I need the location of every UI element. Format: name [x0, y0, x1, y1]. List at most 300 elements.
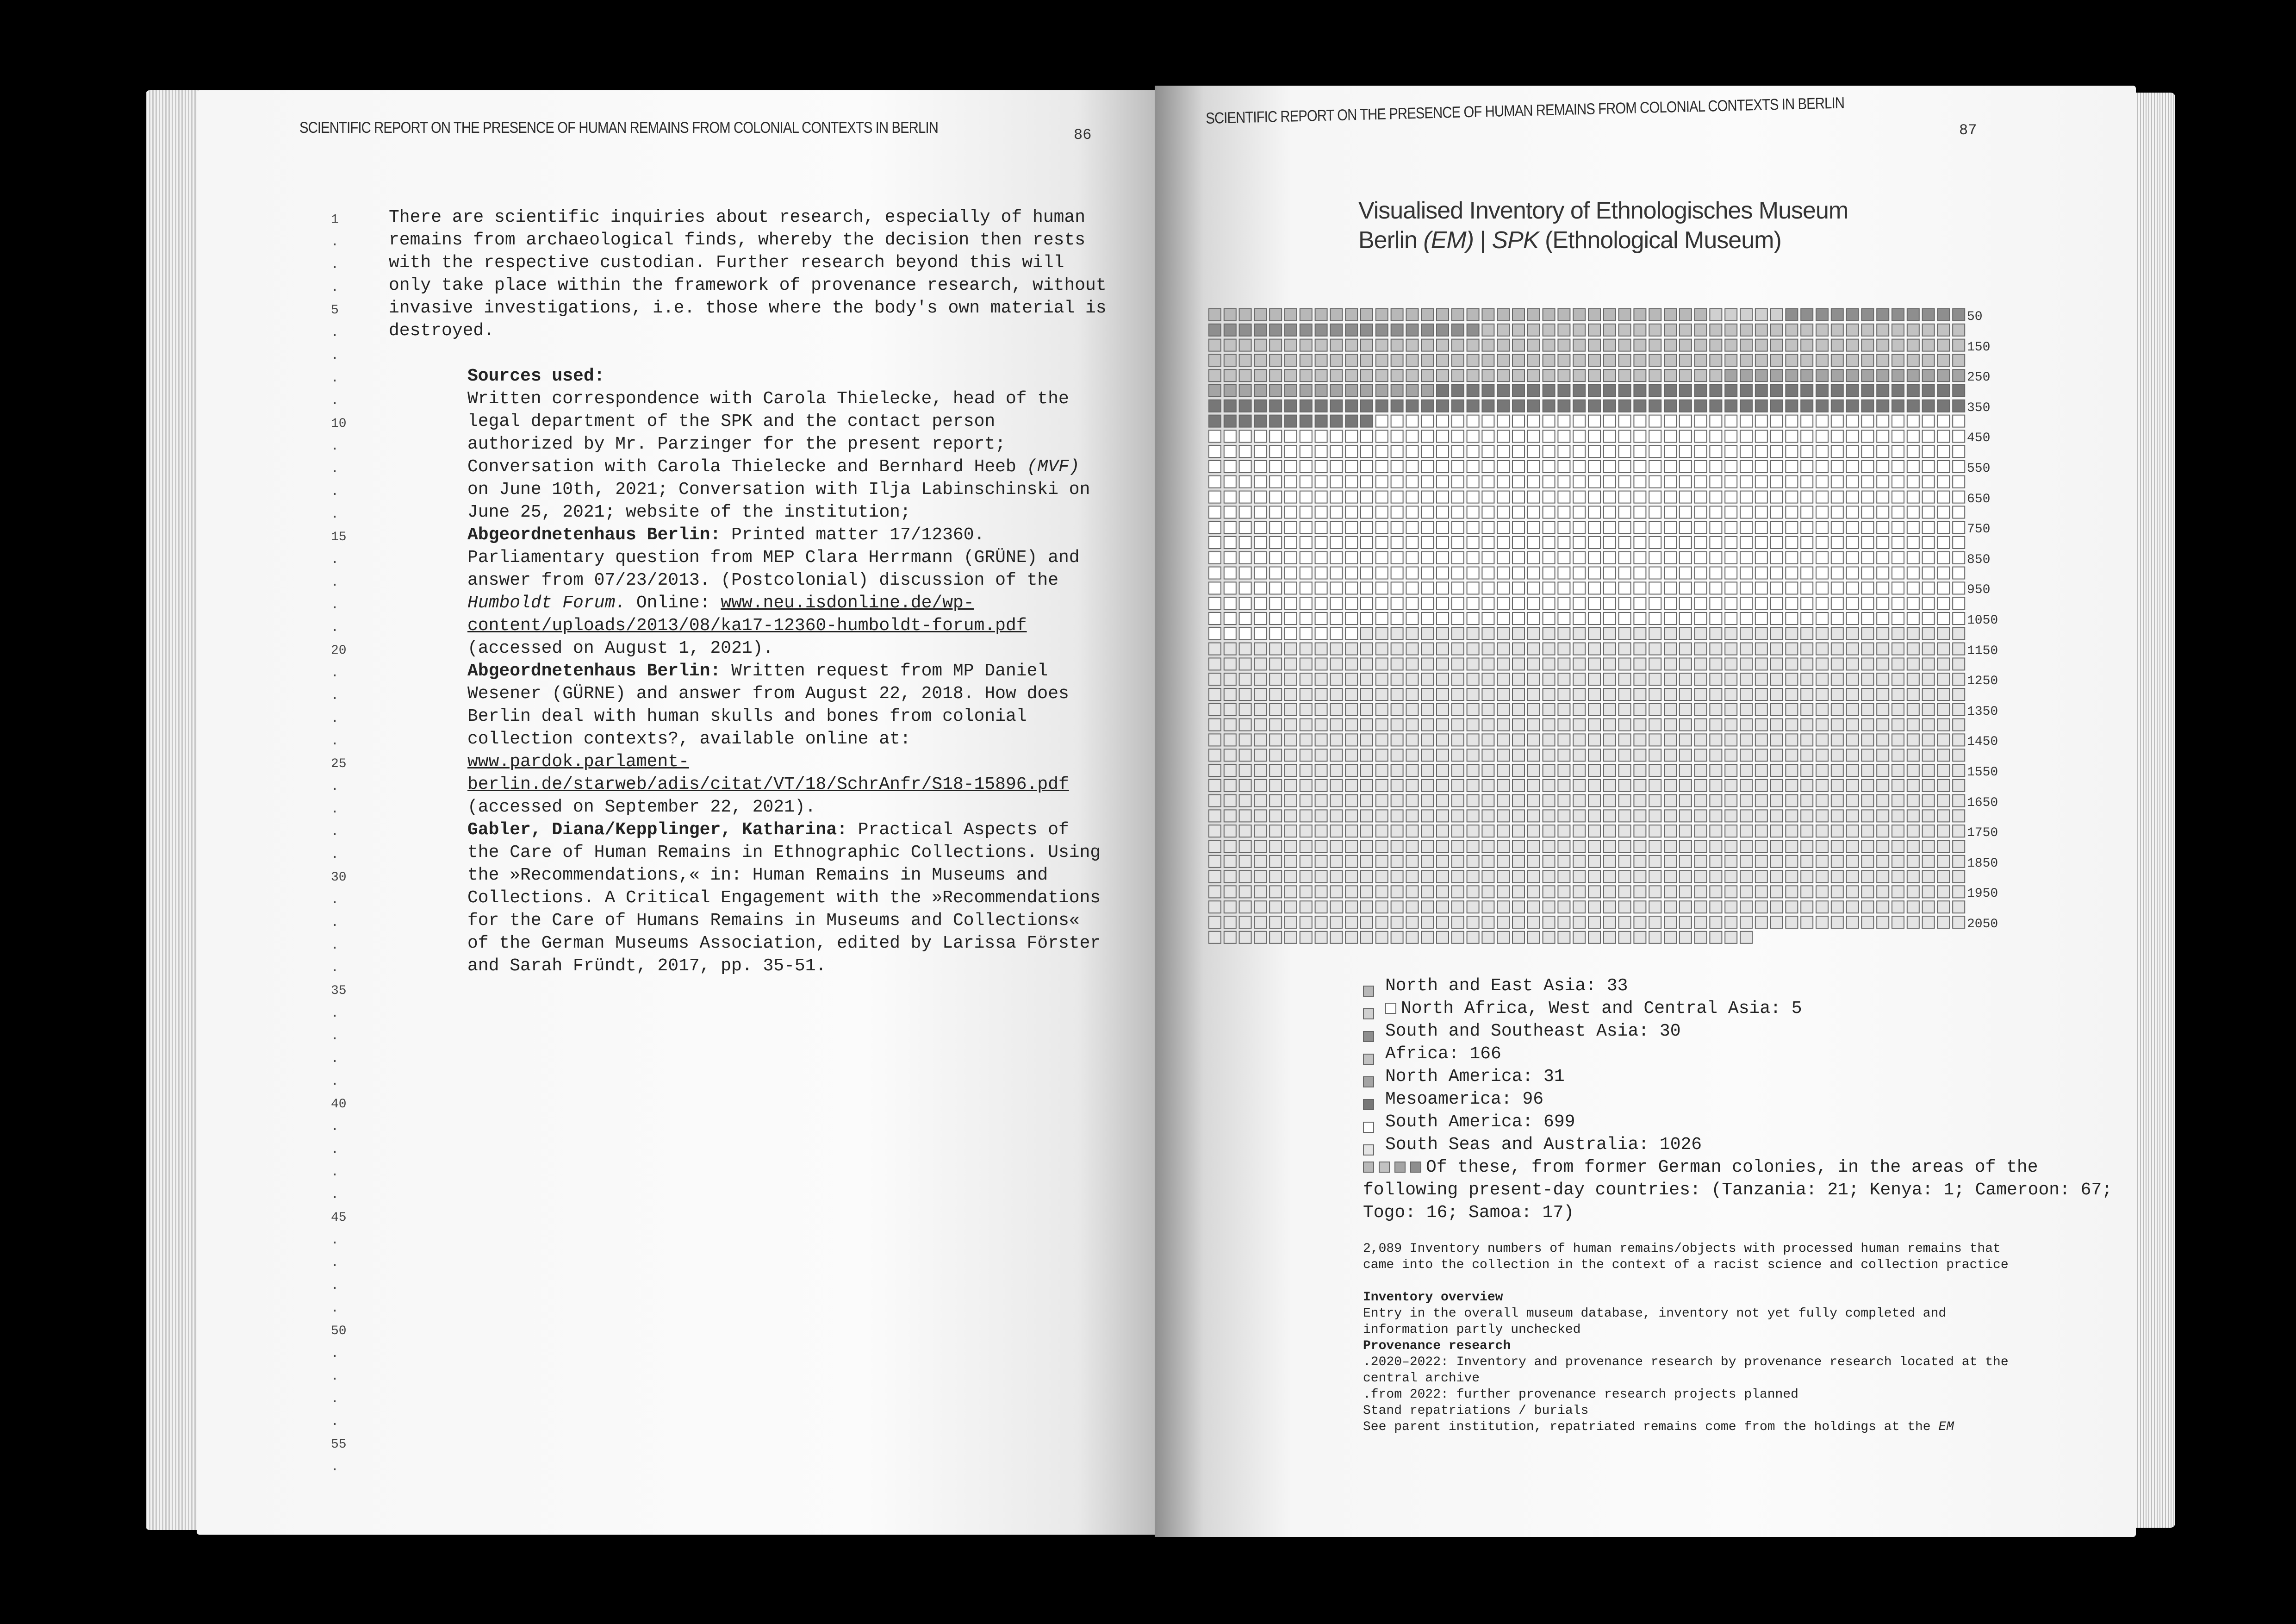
waffle-square	[1300, 825, 1312, 837]
waffle-square	[1937, 719, 1949, 731]
waffle-square	[1604, 309, 1616, 321]
waffle-square	[1376, 521, 1388, 533]
waffle-square	[1285, 856, 1297, 868]
waffle-square	[1345, 931, 1357, 943]
legend-item	[1363, 1111, 2127, 1133]
waffle-square	[1604, 825, 1616, 837]
waffle-square	[1861, 734, 1873, 746]
waffle-square	[1801, 369, 1813, 381]
waffle-square	[1740, 840, 1752, 852]
waffle-square	[1953, 673, 1965, 685]
waffle-square	[1330, 491, 1342, 503]
waffle-square	[1619, 931, 1631, 943]
waffle-square	[1847, 658, 1859, 670]
waffle-square	[1254, 339, 1266, 351]
waffle-square	[1269, 704, 1282, 716]
line-number: .	[331, 553, 339, 567]
waffle-square	[1543, 780, 1555, 792]
waffle-square	[1406, 476, 1418, 488]
waffle-square	[1771, 734, 1783, 746]
waffle-square	[1406, 734, 1418, 746]
waffle-square	[1452, 369, 1464, 381]
waffle-square	[1680, 612, 1692, 625]
waffle-square	[1512, 582, 1524, 594]
waffle-square	[1861, 415, 1873, 427]
waffle-square	[1285, 886, 1297, 898]
waffle-square	[1376, 810, 1388, 822]
waffle-square	[1588, 886, 1600, 898]
legend-swatch-square	[1363, 1008, 1374, 1019]
waffle-square	[1254, 795, 1266, 807]
waffle-square	[1695, 688, 1707, 700]
waffle-square	[1300, 840, 1312, 852]
waffle-square	[1786, 339, 1798, 351]
waffle-square	[1740, 856, 1752, 868]
waffle-square	[1725, 567, 1737, 579]
waffle-square	[1285, 810, 1297, 822]
waffle-square	[1907, 704, 1919, 716]
waffle-square	[1831, 840, 1843, 852]
waffle-square	[1801, 506, 1813, 518]
waffle-square	[1877, 810, 1889, 822]
line-number: .	[331, 848, 339, 862]
waffle-square	[1786, 415, 1798, 427]
waffle-square	[1269, 385, 1282, 397]
waffle-square	[1512, 628, 1524, 640]
waffle-square	[1512, 643, 1524, 655]
waffle-square	[1771, 445, 1783, 457]
waffle-square	[1467, 810, 1479, 822]
waffle-square	[1239, 871, 1251, 883]
waffle-square	[1725, 931, 1737, 943]
waffle-square	[1892, 749, 1904, 761]
waffle-square	[1209, 309, 1221, 321]
waffle-square	[1391, 810, 1403, 822]
waffle-square	[1209, 780, 1221, 792]
waffle-square	[1315, 840, 1327, 852]
waffle-square	[1801, 764, 1813, 776]
waffle-square	[1376, 445, 1388, 457]
waffle-square	[1209, 643, 1221, 655]
waffle-square	[1771, 506, 1783, 518]
source-link-2[interactable]: www.pardok.parlament-berlin.de/starweb/adis/citat/VT/18/SchrAnfr/S18-15896.pdf	[467, 752, 1069, 794]
waffle-square	[1847, 324, 1859, 336]
waffle-square	[1755, 506, 1767, 518]
waffle-square	[1437, 840, 1449, 852]
waffle-square	[1285, 369, 1297, 381]
waffle-square	[1755, 597, 1767, 609]
waffle-square	[1755, 886, 1767, 898]
waffle-square	[1937, 658, 1949, 670]
waffle-square	[1725, 795, 1737, 807]
waffle-square	[1406, 385, 1418, 397]
waffle-square	[1406, 506, 1418, 518]
waffle-square	[1953, 643, 1965, 655]
waffle-square	[1315, 354, 1327, 366]
waffle-square	[1315, 764, 1327, 776]
waffle-square	[1543, 673, 1555, 685]
waffle-square	[1345, 673, 1357, 685]
waffle-square	[1512, 400, 1524, 412]
waffle-square	[1771, 339, 1783, 351]
waffle-square	[1953, 628, 1965, 640]
left-page-edges	[146, 90, 201, 1530]
waffle-square	[1300, 704, 1312, 716]
waffle-square	[1695, 400, 1707, 412]
waffle-square	[1877, 734, 1889, 746]
waffle-square	[1345, 400, 1357, 412]
waffle-square	[1755, 445, 1767, 457]
waffle-square	[1209, 400, 1221, 412]
waffle-square	[1619, 749, 1631, 761]
waffle-square	[1619, 840, 1631, 852]
running-head-left: SCIENTIFIC REPORT ON THE PRESENCE OF HUMAN REMAINS FROM COLONIAL CONTEXTS IN BERLIN	[299, 119, 938, 137]
waffle-square	[1695, 719, 1707, 731]
waffle-square	[1452, 597, 1464, 609]
waffle-square	[1664, 415, 1676, 427]
waffle-square	[1512, 688, 1524, 700]
waffle-square	[1543, 567, 1555, 579]
waffle-square	[1285, 552, 1297, 564]
waffle-square	[1269, 780, 1282, 792]
waffle-square	[1588, 339, 1600, 351]
line-number: 50	[331, 1324, 347, 1338]
waffle-square	[1512, 749, 1524, 761]
waffle-square	[1254, 840, 1266, 852]
waffle-square	[1482, 521, 1494, 533]
waffle-square	[1406, 795, 1418, 807]
waffle-square	[1421, 901, 1433, 913]
waffle-square	[1619, 567, 1631, 579]
waffle-square	[1771, 795, 1783, 807]
waffle-square	[1907, 871, 1919, 883]
waffle-square	[1907, 582, 1919, 594]
waffle-square	[1391, 780, 1403, 792]
waffle-square	[1209, 445, 1221, 457]
waffle-square	[1816, 354, 1828, 366]
waffle-square	[1269, 810, 1282, 822]
waffle-square	[1528, 476, 1540, 488]
waffle-square	[1604, 749, 1616, 761]
waffle-square	[1239, 461, 1251, 473]
waffle-square	[1588, 521, 1600, 533]
waffle-square	[1437, 597, 1449, 609]
waffle-square	[1786, 612, 1798, 625]
waffle-square	[1345, 886, 1357, 898]
waffle-square	[1604, 385, 1616, 397]
line-number: .	[331, 349, 339, 363]
waffle-square	[1421, 612, 1433, 625]
waffle-square	[1680, 673, 1692, 685]
waffle-square	[1285, 871, 1297, 883]
waffle-square	[1725, 400, 1737, 412]
axis-tick-label: 850	[1967, 552, 1991, 567]
waffle-square	[1482, 567, 1494, 579]
waffle-square	[1421, 628, 1433, 640]
waffle-square	[1634, 324, 1646, 336]
waffle-square	[1482, 612, 1494, 625]
waffle-square	[1361, 445, 1373, 457]
waffle-square	[1740, 719, 1752, 731]
waffle-square	[1239, 582, 1251, 594]
waffle-square	[1740, 871, 1752, 883]
waffle-square	[1421, 415, 1433, 427]
waffle-square	[1892, 704, 1904, 716]
waffle-square	[1923, 445, 1935, 457]
waffle-square	[1421, 840, 1433, 852]
waffle-square	[1421, 309, 1433, 321]
waffle-square	[1269, 764, 1282, 776]
waffle-square	[1771, 673, 1783, 685]
waffle-square	[1224, 309, 1236, 321]
waffle-square	[1710, 582, 1722, 594]
waffle-square	[1710, 354, 1722, 366]
waffle-square	[1437, 901, 1449, 913]
waffle-square	[1512, 369, 1524, 381]
waffle-square	[1558, 537, 1570, 549]
waffle-square	[1269, 719, 1282, 731]
waffle-square	[1861, 567, 1873, 579]
waffle-square	[1877, 780, 1889, 792]
waffle-square	[1877, 719, 1889, 731]
waffle-square	[1406, 658, 1418, 670]
waffle-square	[1680, 445, 1692, 457]
waffle-square	[1740, 445, 1752, 457]
waffle-square	[1330, 445, 1342, 457]
waffle-square	[1482, 688, 1494, 700]
line-number: .	[331, 689, 339, 703]
line-number: 45	[331, 1211, 347, 1225]
waffle-square	[1847, 749, 1859, 761]
waffle-square	[1573, 764, 1585, 776]
waffle-square	[1391, 749, 1403, 761]
waffle-square	[1391, 825, 1403, 837]
waffle-square	[1391, 673, 1403, 685]
waffle-square	[1771, 537, 1783, 549]
waffle-square	[1209, 825, 1221, 837]
waffle-square	[1406, 597, 1418, 609]
waffle-square	[1482, 840, 1494, 852]
waffle-square	[1619, 324, 1631, 336]
waffle-square	[1588, 369, 1600, 381]
waffle-square	[1254, 749, 1266, 761]
waffle-square	[1786, 461, 1798, 473]
waffle-square	[1786, 825, 1798, 837]
waffle-square	[1831, 704, 1843, 716]
waffle-square	[1831, 764, 1843, 776]
waffle-square	[1391, 840, 1403, 852]
waffle-square	[1680, 628, 1692, 640]
waffle-square	[1953, 521, 1965, 533]
waffle-square	[1467, 400, 1479, 412]
waffle-square	[1269, 415, 1282, 427]
waffle-square	[1710, 491, 1722, 503]
waffle-square	[1755, 810, 1767, 822]
waffle-square	[1861, 354, 1873, 366]
line-number: .	[331, 1165, 339, 1180]
waffle-square	[1239, 719, 1251, 731]
waffle-square	[1437, 552, 1449, 564]
waffle-square	[1861, 673, 1873, 685]
waffle-square	[1528, 901, 1540, 913]
waffle-square	[1391, 491, 1403, 503]
waffle-square	[1209, 476, 1221, 488]
waffle-square	[1831, 415, 1843, 427]
waffle-square	[1224, 628, 1236, 640]
waffle-square	[1907, 719, 1919, 731]
waffle-square	[1285, 445, 1297, 457]
waffle-square	[1740, 764, 1752, 776]
waffle-square	[1315, 339, 1327, 351]
waffle-square	[1801, 445, 1813, 457]
waffle-square	[1816, 734, 1828, 746]
waffle-square	[1528, 916, 1540, 928]
waffle-square	[1649, 901, 1661, 913]
waffle-square	[1937, 901, 1949, 913]
waffle-square	[1786, 354, 1798, 366]
waffle-square	[1209, 324, 1221, 336]
waffle-square	[1558, 673, 1570, 685]
waffle-square	[1315, 886, 1327, 898]
waffle-square	[1861, 369, 1873, 381]
waffle-square	[1861, 886, 1873, 898]
waffle-square	[1361, 764, 1373, 776]
waffle-square	[1345, 537, 1357, 549]
waffle-square	[1710, 840, 1722, 852]
waffle-square	[1421, 597, 1433, 609]
waffle-square	[1771, 764, 1783, 776]
waffle-square	[1482, 309, 1494, 321]
waffle-square	[1437, 324, 1449, 336]
waffle-square	[1907, 734, 1919, 746]
waffle-square	[1953, 415, 1965, 427]
line-numbers	[331, 208, 359, 1479]
waffle-square	[1497, 461, 1509, 473]
waffle-square	[1664, 931, 1676, 943]
waffle-square	[1755, 354, 1767, 366]
waffle-square	[1528, 764, 1540, 776]
waffle-square	[1937, 643, 1949, 655]
waffle-square	[1239, 612, 1251, 625]
legend-swatch-square	[1363, 1076, 1374, 1087]
waffle-square	[1406, 886, 1418, 898]
waffle-square	[1482, 582, 1494, 594]
waffle-square	[1953, 901, 1965, 913]
waffle-square	[1269, 461, 1282, 473]
waffle-square	[1497, 658, 1509, 670]
waffle-square	[1786, 764, 1798, 776]
waffle-square	[1391, 476, 1403, 488]
waffle-square	[1619, 795, 1631, 807]
waffle-square	[1345, 871, 1357, 883]
waffle-square	[1877, 339, 1889, 351]
waffle-square	[1467, 521, 1479, 533]
waffle-square	[1573, 840, 1585, 852]
waffle-square	[1710, 400, 1722, 412]
waffle-square	[1771, 612, 1783, 625]
waffle-square	[1376, 552, 1388, 564]
waffle-square	[1786, 840, 1798, 852]
waffle-square	[1953, 597, 1965, 609]
waffle-square	[1664, 749, 1676, 761]
waffle-square	[1467, 324, 1479, 336]
waffle-square	[1755, 552, 1767, 564]
waffle-square	[1543, 582, 1555, 594]
waffle-square	[1421, 430, 1433, 442]
waffle-square	[1649, 916, 1661, 928]
waffle-square	[1923, 612, 1935, 625]
waffle-square	[1558, 430, 1570, 442]
waffle-square	[1619, 734, 1631, 746]
waffle-square	[1497, 749, 1509, 761]
waffle-square	[1953, 552, 1965, 564]
waffle-square	[1801, 749, 1813, 761]
waffle-square	[1467, 415, 1479, 427]
waffle-square	[1892, 461, 1904, 473]
waffle-square	[1345, 491, 1357, 503]
waffle-square	[1330, 810, 1342, 822]
waffle-square	[1224, 339, 1236, 351]
waffle-square	[1831, 825, 1843, 837]
waffle-square	[1437, 688, 1449, 700]
waffle-square	[1467, 552, 1479, 564]
waffle-square	[1619, 643, 1631, 655]
waffle-square	[1588, 628, 1600, 640]
waffle-square	[1269, 537, 1282, 549]
waffle-square	[1437, 369, 1449, 381]
waffle-square	[1740, 734, 1752, 746]
waffle-square	[1209, 795, 1221, 807]
waffle-square	[1786, 491, 1798, 503]
waffle-square	[1801, 400, 1813, 412]
waffle-square	[1755, 521, 1767, 533]
waffle-square	[1361, 628, 1373, 640]
axis-tick-label: 1050	[1967, 613, 1998, 628]
waffle-square	[1437, 309, 1449, 321]
waffle-square	[1953, 339, 1965, 351]
waffle-square	[1376, 931, 1388, 943]
waffle-square	[1543, 901, 1555, 913]
waffle-square	[1847, 537, 1859, 549]
waffle-square	[1755, 537, 1767, 549]
waffle-square	[1877, 749, 1889, 761]
source-link-1[interactable]: www.neu.isdonline.de/wp-content/uploads/2013/08/ka17-12360-humboldt-forum.pdf	[467, 593, 1027, 636]
waffle-square	[1649, 795, 1661, 807]
waffle-square	[1497, 643, 1509, 655]
waffle-square	[1816, 704, 1828, 716]
waffle-square	[1361, 704, 1373, 716]
waffle-square	[1573, 734, 1585, 746]
waffle-square	[1801, 704, 1813, 716]
legend-swatch-square	[1363, 1031, 1374, 1042]
waffle-square	[1543, 734, 1555, 746]
waffle-square	[1285, 521, 1297, 533]
line-number: 25	[331, 757, 347, 771]
waffle-square	[1588, 719, 1600, 731]
waffle-square	[1740, 354, 1752, 366]
waffle-square	[1543, 886, 1555, 898]
waffle-square	[1923, 856, 1935, 868]
waffle-square	[1421, 445, 1433, 457]
waffle-square	[1558, 931, 1570, 943]
waffle-square	[1786, 309, 1798, 321]
waffle-square	[1771, 780, 1783, 792]
waffle-square	[1801, 658, 1813, 670]
waffle-square	[1725, 734, 1737, 746]
waffle-square	[1588, 901, 1600, 913]
waffle-square	[1953, 688, 1965, 700]
waffle-square	[1953, 461, 1965, 473]
